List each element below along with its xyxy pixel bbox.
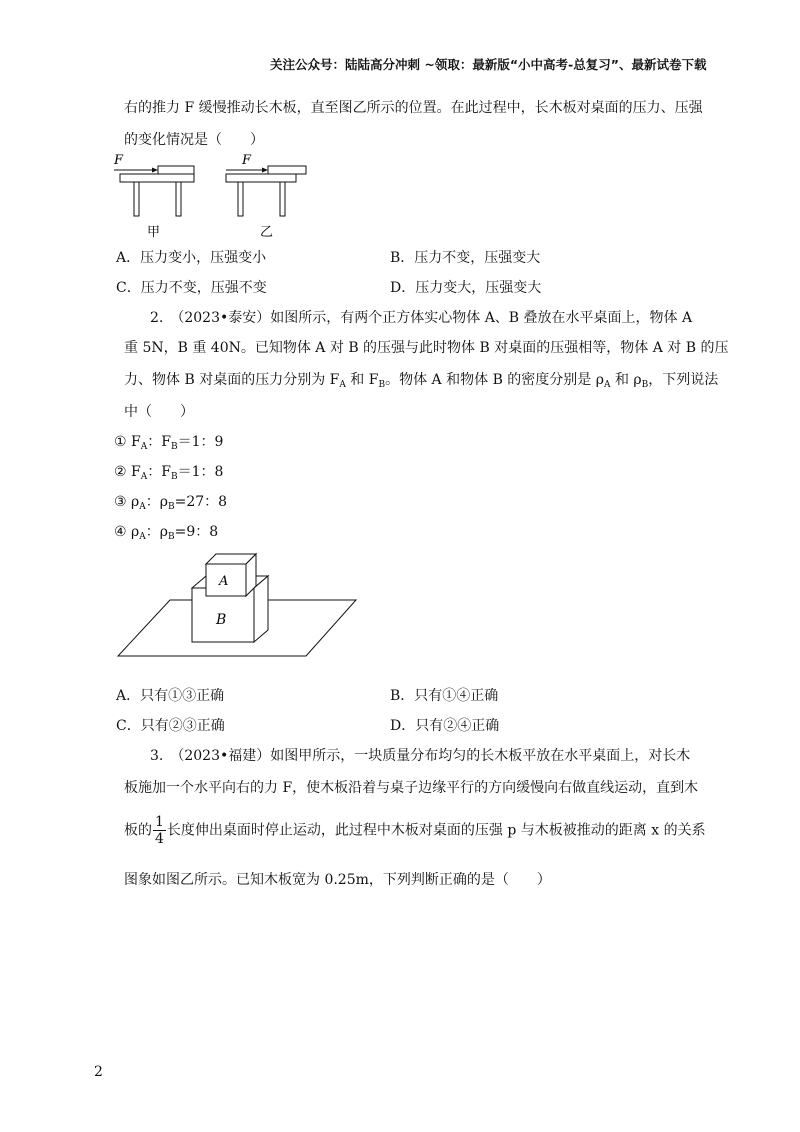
q2-statement-1: ① $F_A$：$F_B=1$：9 <box>114 434 224 452</box>
q2-figure <box>110 546 370 662</box>
q1-option-c: C．压力不变，压强不变 <box>116 280 267 296</box>
page-header: 关注公众号：陆陆高分冲刺 ~领取：最新版“小中高考-总复习”、最新试卷下载 <box>270 57 707 72</box>
q2-option-b: B．只有①④正确 <box>390 688 499 704</box>
q2-option-c: C．只有②③正确 <box>116 718 225 734</box>
q2-statement-3: ③ $\rho_A$：$\rho_B=27$：8 <box>114 494 228 512</box>
q1-figure <box>110 150 330 242</box>
q1-stem-line2: 的变化情况是（ ） <box>124 132 264 148</box>
fraction-one-quarter: $\frac{1}{4}$ <box>155 814 164 847</box>
label-jia: 甲 <box>147 225 161 240</box>
page-number: 2 <box>94 1064 103 1080</box>
board-jia <box>158 166 194 174</box>
q1-option-d: D．压力变大，压强变大 <box>390 280 542 296</box>
q2-option-a: A．只有①③正确 <box>116 688 225 704</box>
q2-stem-line4: 中（ ） <box>124 404 194 420</box>
q1-stem-line1: 右的推力 F 缓慢推动长木板，直至图乙所示的位置。在此过程中，长木板对桌面的压力、压强 <box>124 100 703 116</box>
table-jia <box>113 153 194 240</box>
q2-statement-2: ② $F_A$：$F_B=1$：8 <box>114 464 224 482</box>
q2-stem-line1: 2. （2023•泰安）如图所示，有两个正方体实心物体 A、B 叠放在水平桌面上，物体 A <box>150 310 693 326</box>
force-label-yi: F <box>242 153 252 168</box>
label-b: B <box>216 612 227 628</box>
q3-stem-line1: 3. （2023•福建）如图甲所示，一块质量分布均匀的长木板平放在水平桌面上，对长木 <box>150 748 691 764</box>
q2-stem-line2: 重 5N，B 重 40N。已知物体 A 对 B 的压强与此时物体 B 对桌面的压强相等，物体 A 对 B 的压 <box>124 340 729 356</box>
label-yi: 乙 <box>260 225 274 240</box>
q2-statement-4: ④ $\rho_A$：$\rho_B=9$：8 <box>114 524 219 542</box>
label-a: A <box>219 574 229 589</box>
q1-option-a: A．压力变小，压强变小 <box>116 250 267 266</box>
q3-stem-line4: 图象如图乙所示。已知木板宽为 0.25m，下列判断正确的是（ ） <box>124 872 551 888</box>
force-label-jia: F <box>114 153 124 168</box>
q3-stem-line2: 板施加一个水平向右的力 F，使木板沿着与桌子边缘平行的方向缓慢向右做直线运动，直到木 <box>124 780 699 796</box>
q1-option-b: B．压力不变，压强变大 <box>390 250 541 266</box>
q2-stem-line3: 力、物体 B 对桌面的压力分别为 $F_A$ 和 $F_B$。物体 A 和物体 B 的密度分别是 $\rho_A$ 和 $\rho_B$，下列说法 <box>124 372 719 390</box>
q2-option-d: D．只有②④正确 <box>390 718 500 734</box>
board-yi <box>268 166 306 174</box>
table-yi <box>226 153 306 240</box>
q3-stem-line3: 板的 $\frac{1}{4}$ 长度伸出桌面时停止运动，此过程中木板对桌面的压强 p 与木板被推动的距离 x 的关系 <box>124 814 706 847</box>
cube-a <box>206 554 256 596</box>
